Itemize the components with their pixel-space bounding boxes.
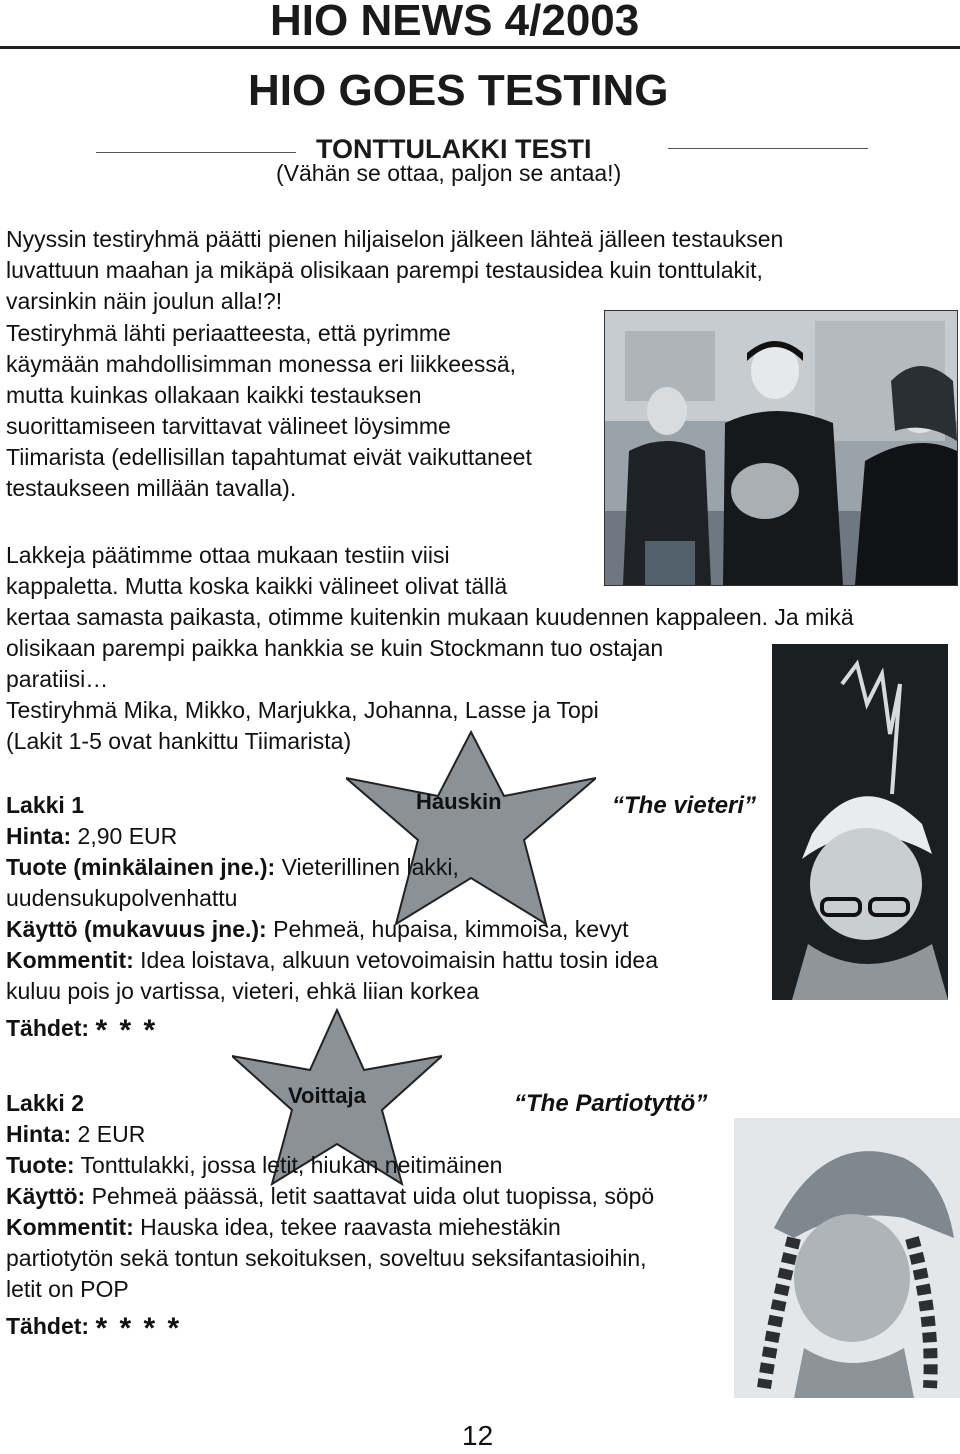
hat2-nickname: “The Partiotyttö” [514,1090,708,1117]
intro-paragraph-1 [6,224,783,317]
hat2-photo-image [734,1118,960,1398]
intro-paragraph-3 [6,540,854,757]
text-line: mutta kuinkas ollakaan kaikki testauksen [6,382,422,408]
hat2-price-row: Hinta: 2 EUR [6,1121,146,1147]
text-line: kertaa samasta paikasta, otimme kuitenkin mukaan kuudennen kappaleen. Ja mikä [6,604,854,630]
text-line: Tiimarista (edellisillan tapahtumat eivät vaikuttaneet [6,444,532,470]
text-line: Nyyssin testiryhmä päätti pienen hiljaiselon jälkeen lähteä jälleen testauksen [6,226,784,252]
text-line: suorittamiseen tarvittavat välineet löysimme [6,413,451,439]
text-line: Testiryhmä lähti periaatteesta, että pyrimme [6,320,451,346]
hat2-name: Lakki 2 [6,1090,84,1116]
text-line: kuluu pois jo vartissa, vieteri, ehkä liian korkea [6,978,480,1004]
hat2-stars: * * * * [95,1312,182,1345]
text-line: uudensukupolvenhattu [6,885,238,911]
hat2-stars-row: Tähdet: * * * * [6,1312,182,1345]
headline: HIO GOES TESTING [248,66,669,115]
text-line: olisikaan parempi paikka hankkia se kuin Stockmann tuo ostajan [6,635,664,661]
text-line: paratiisi… [6,666,109,692]
hat1-name: Lakki 1 [6,792,84,818]
page-number: 12 [462,1420,494,1451]
newsletter-title: HIO NEWS 4/2003 [270,0,640,45]
hat1-comment-row: Kommentit: Idea loistava, alkuun vetovoimaisin hattu tosin idea [6,947,658,973]
hat2-photo [734,1118,960,1398]
text-line: testaukseen millään tavalla). [6,475,297,501]
text-line: (Lakit 1-5 ovat hankittu Tiimarista) [6,728,352,754]
section-rule-right [668,148,868,149]
hat2-review [6,1088,654,1344]
intro-paragraph-2 [6,318,532,504]
text-line: letit on POP [6,1276,129,1302]
hat2-use-row: Käyttö: Pehmeä päässä, letit saattavat uida olut tuopissa, söpö [6,1183,655,1209]
hat2-comment-row: Kommentit: Hauska idea, tekee raavasta miehestäkin [6,1214,561,1240]
text-line: luvattuun maahan ja mikäpä olisikaan parempi testausidea kuin tonttulakit, [6,257,763,283]
hat1-stars-row: Tähdet: * * * [6,1014,158,1047]
text-line: Lakkeja päätimme ottaa mukaan testiin viisi [6,542,450,568]
hat1-stars: * * * [95,1014,158,1047]
hat1-price-row: Hinta: 2,90 EUR [6,823,178,849]
section-title: TONTTULAKKI TESTI [316,134,592,164]
text-line: varsinkin näin joulun alla!?! [6,288,283,314]
voittaja-label: Voittaja [288,1083,366,1108]
text-line: käymään mahdollisimman monessa eri liikkeessä, [6,351,517,377]
hat1-photo [772,644,948,1000]
hat2-product-row: Tuote: Tonttulakki, jossa letit, hiukan neitimäinen [6,1152,503,1178]
hat1-photo-image [772,644,948,1000]
hat1-nickname: “The vieteri” [612,792,757,819]
hat1-use-row: Käyttö (mukavuus jne.): Pehmeä, hupaisa, kimmoisa, kevyt [6,916,629,942]
section-subtitle: (Vähän se ottaa, paljon se antaa!) [276,160,622,186]
text-line: kappaletta. Mutta koska kaikki välineet olivat tällä [6,573,508,599]
text-line: partiotytön sekä tontun sekoituksen, soveltuu seksifantasioihin, [6,1245,647,1271]
hauskin-label: Hauskin [416,789,502,814]
section-rule-left [96,152,296,153]
text-line: Testiryhmä Mika, Mikko, Marjukka, Johanna, Lasse ja Topi [6,697,599,723]
header-rule [0,46,960,49]
hat1-product-row: Tuote (minkälainen jne.): Vieterillinen lakki, [6,854,459,880]
